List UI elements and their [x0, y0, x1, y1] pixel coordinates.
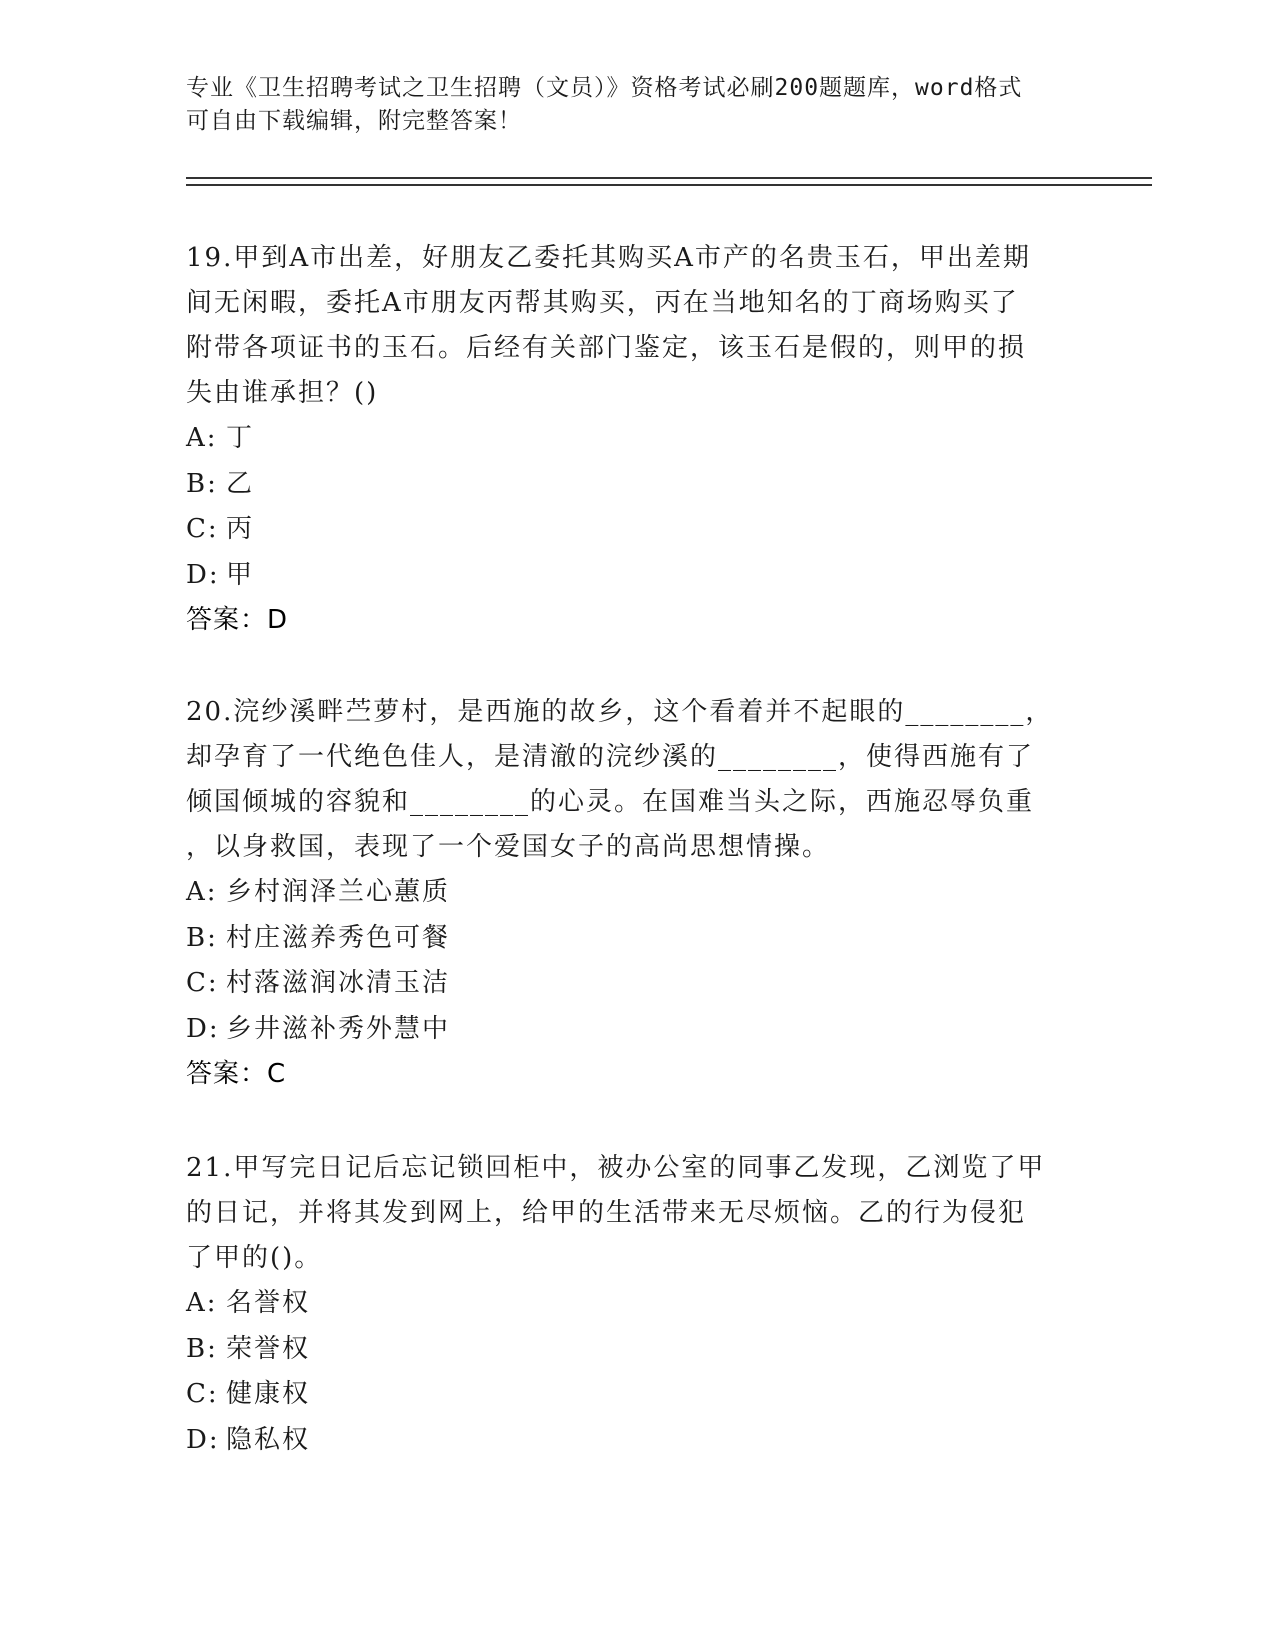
question-line: 失由谁承担？() [186, 378, 379, 408]
question-21 [186, 1146, 1066, 1463]
option-key: C: [186, 968, 219, 998]
option-d [186, 553, 1066, 599]
option-text: 乡井滋补秀外慧中 [226, 1013, 451, 1044]
option-b [186, 462, 1066, 508]
question-line: 却孕育了一代绝色佳人，是清澈的浣纱溪的________，使得西施有了 [186, 742, 1035, 772]
option-d [186, 1418, 1066, 1464]
question-line: 的日记，并将其发到网上，给甲的生活带来无尽烦恼。乙的行为侵犯 [186, 1198, 1027, 1228]
option-c [186, 961, 1066, 1007]
header-line-2: 可自由下载编辑，附完整答案！ [186, 108, 522, 134]
question-line: 间无闲暇，委托A市朋友丙帮其购买，丙在当地知名的丁商场购买了 [186, 288, 1019, 318]
option-b [186, 1327, 1066, 1373]
option-text: 甲 [226, 559, 255, 590]
option-key: C: [186, 514, 219, 544]
option-a [186, 870, 1066, 916]
option-key: B: [186, 468, 218, 499]
header-line-1: 专业《卫生招聘考试之卫生招聘（文员）》资格考试必刷200题题库，word格式 [186, 75, 1023, 101]
option-c [186, 507, 1066, 553]
option-text: 丁 [226, 423, 255, 453]
document-header [186, 72, 1066, 138]
option-key: D: [186, 1013, 220, 1044]
question-line: ，以身救国，表现了一个爱国女子的高尚思想情操。 [186, 832, 831, 862]
answer-label: 答案：C [186, 1059, 287, 1089]
option-key: B: [186, 922, 218, 953]
option-text: 乡村润泽兰心蕙质 [226, 877, 451, 907]
option-key: A: [186, 423, 218, 453]
option-key: C: [186, 1379, 219, 1409]
option-text: 隐私权 [226, 1424, 311, 1455]
option-text: 乙 [226, 468, 255, 499]
option-text: 丙 [226, 514, 255, 544]
question-line: 21.甲写完日记后忘记锁回柜中，被办公室的同事乙发现，乙浏览了甲 [186, 1153, 1046, 1183]
option-key: B: [186, 1333, 218, 1364]
question-line: 19.甲到A市出差，好朋友乙委托其购买A市产的名贵玉石，甲出差期 [186, 243, 1031, 273]
question-line: 了甲的()。 [186, 1243, 323, 1273]
option-text: 健康权 [226, 1379, 311, 1409]
question-line: 倾国倾城的容貌和________的心灵。在国难当头之际，西施忍辱负重 [186, 787, 1035, 817]
option-a [186, 416, 1066, 462]
question-19 [186, 236, 1066, 643]
question-line: 20.浣纱溪畔苎萝村，是西施的故乡，这个看着并不起眼的________， [186, 697, 1054, 727]
option-key: D: [186, 559, 220, 590]
option-a [186, 1281, 1066, 1327]
option-text: 荣誉权 [226, 1333, 311, 1364]
option-c [186, 1372, 1066, 1418]
option-text: 名誉权 [226, 1288, 311, 1318]
question-20 [186, 690, 1066, 1097]
option-key: A: [186, 1288, 218, 1318]
option-text: 村庄滋养秀色可餐 [226, 922, 451, 953]
option-key: D: [186, 1424, 220, 1455]
option-key: A: [186, 877, 218, 907]
option-b [186, 916, 1066, 962]
header-divider-top [186, 177, 1152, 179]
header-divider-bottom [186, 184, 1152, 186]
answer-label: 答案：D [186, 605, 289, 635]
question-line: 附带各项证书的玉石。后经有关部门鉴定，该玉石是假的，则甲的损 [186, 333, 1027, 363]
option-d [186, 1007, 1066, 1053]
option-text: 村落滋润冰清玉洁 [226, 968, 451, 998]
